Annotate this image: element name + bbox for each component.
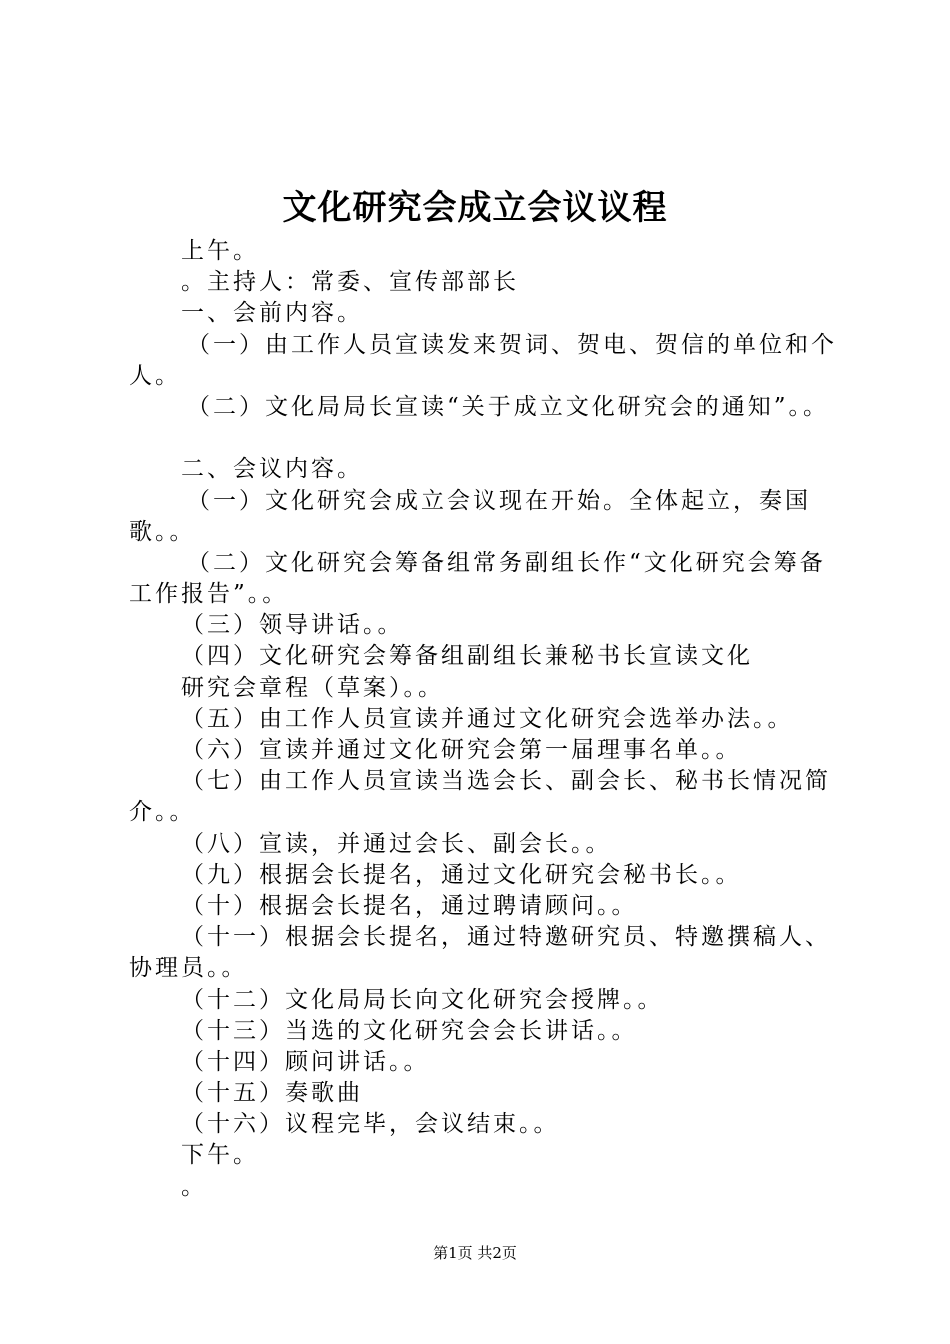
text-line: （十一）根据会长提名，通过特邀研究员、特邀撰稿人、 xyxy=(181,924,831,951)
text-line: 人。 xyxy=(129,362,181,389)
document-body xyxy=(129,236,839,1203)
text-line: 二、会议内容。 xyxy=(181,456,363,483)
text-line: （十）根据会长提名，通过聘请顾问。。 xyxy=(181,892,638,919)
text-line: （四）文化研究会筹备组副组长兼秘书长宣读文化 xyxy=(181,643,753,670)
text-line: （八）宣读，并通过会长、副会长。。 xyxy=(181,830,612,857)
text-line: （十六）议程完毕，会议结束。。 xyxy=(181,1111,560,1138)
text-line: （一）由工作人员宣读发来贺词、贺电、贺信的单位和个 xyxy=(187,331,837,358)
text-line: 下午。 xyxy=(181,1142,259,1169)
text-line: 上午。 xyxy=(181,238,259,264)
text-line: 一、会前内容。 xyxy=(181,300,363,327)
text-line: 协理员。。 xyxy=(129,955,248,982)
text-line: （六）宣读并通过文化研究会第一届理事名单。。 xyxy=(181,737,742,763)
text-line: （十二）文化局局长向文化研究会授牌。。 xyxy=(181,986,664,1013)
text-line: 工作报告”。。 xyxy=(129,581,289,608)
text-line: 研究会章程（草案）。。 xyxy=(181,674,444,701)
text-line: （一）文化研究会成立会议现在开始。全体起立，奏国 xyxy=(187,487,811,514)
text-line: （七）由工作人员宣读当选会长、副会长、秘书长情况简 xyxy=(181,768,831,795)
text-line: （十五）奏歌曲 xyxy=(181,1080,363,1107)
blank-line xyxy=(129,423,839,454)
text-line: （九）根据会长提名，通过文化研究会秘书长。。 xyxy=(181,861,742,888)
text-line: （二）文化局局长宣读“关于成立文化研究会的通知”。。 xyxy=(187,393,830,420)
text-line: 。主持人：常委、宣传部部长 xyxy=(181,269,519,296)
text-line: 。 xyxy=(181,1173,207,1200)
text-line: （五）由工作人员宣读并通过文化研究会选举办法。。 xyxy=(181,705,794,732)
text-line: （十四）顾问讲话。。 xyxy=(181,1048,430,1075)
text-line: （十三）当选的文化研究会会长讲话。。 xyxy=(181,1017,638,1044)
text-line: 介。。 xyxy=(129,799,196,826)
document-title: 文化研究会成立会议议程 xyxy=(282,188,668,228)
text-line: （三）领导讲话。。 xyxy=(181,612,404,639)
text-line: 歌。。 xyxy=(129,518,196,545)
text-line: （二）文化研究会筹备组常务副组长作“文化研究会筹备 xyxy=(187,549,826,576)
page-number: 第1页 共2页 xyxy=(433,1244,517,1262)
